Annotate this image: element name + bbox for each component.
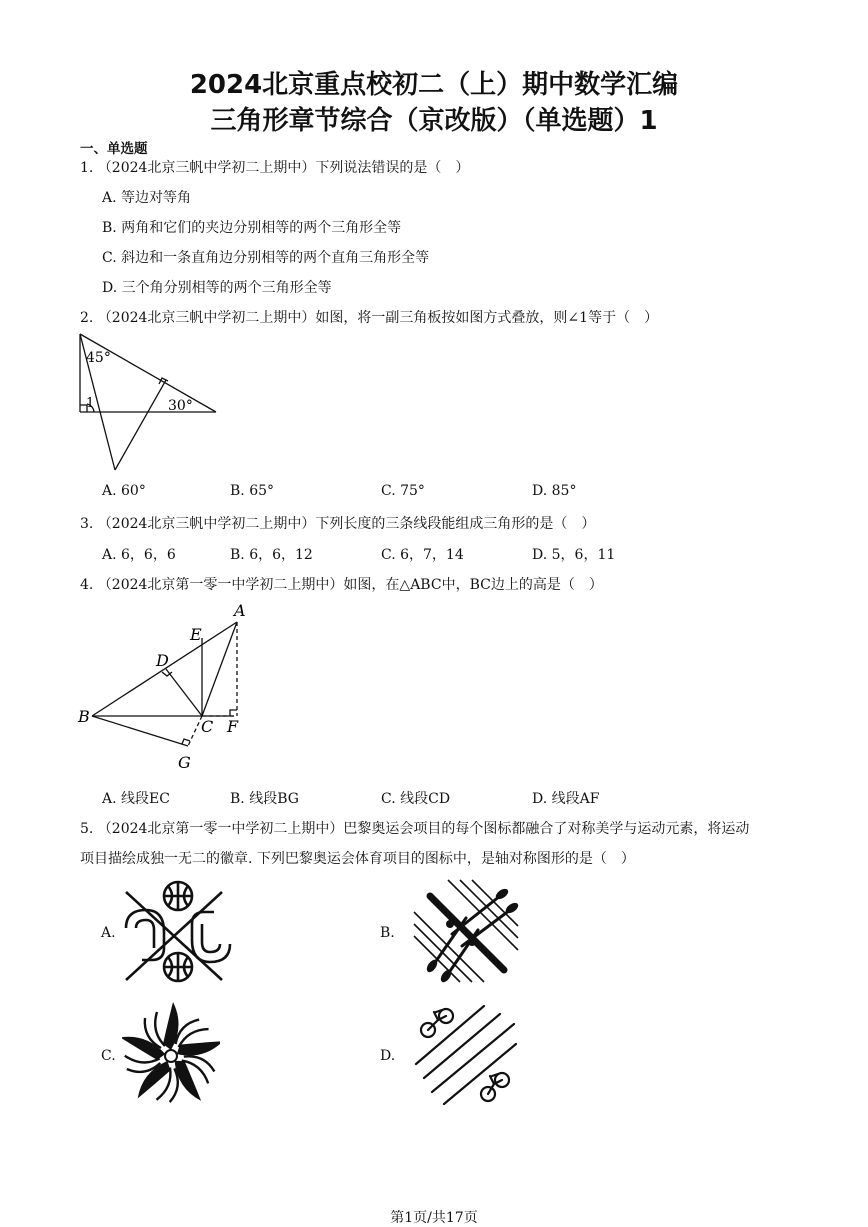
- page-title-line1: 2024北京重点校初二（上）期中数学汇编: [189, 70, 679, 100]
- question-4-option-c: C. 线段CD: [381, 791, 451, 807]
- point-g-label: G: [178, 753, 191, 772]
- point-a-label: A: [234, 601, 246, 620]
- point-f-label: F: [227, 717, 239, 736]
- angle-1-label: 1: [86, 396, 95, 411]
- question-4-option-b: B. 线段BG: [230, 791, 299, 807]
- question-5-option-c-label: C.: [101, 1048, 116, 1064]
- question-4-stem: 4. （2024北京第一零一中学初二上期中）如图，在△ABC中，BC边上的高是（ ）: [80, 577, 603, 593]
- question-4-option-d: D. 线段AF: [532, 791, 600, 807]
- question-2-stem: 2. （2024北京三帆中学初二上期中）如图，将一副三角板按如图方式叠放，则∠1等于（ ）: [80, 310, 659, 326]
- question-5-stem-line2: 项目描绘成独一无二的徽章. 下列巴黎奥运会体育项目的图标中，是轴对称图形的是（ ）: [80, 851, 635, 867]
- question-2-option-a: A. 60°: [102, 483, 146, 499]
- question-3-stem: 3. （2024北京三帆中学初二上期中）下列长度的三条线段能组成三角形的是（ ）: [80, 516, 596, 532]
- question-1-option-d: D. 三个角分别相等的两个三角形全等: [102, 280, 332, 296]
- question-2-option-d: D. 85°: [532, 483, 577, 499]
- question-1-option-a: A. 等边对等角: [102, 190, 192, 206]
- question-2-option-b: B. 65°: [230, 483, 275, 499]
- pinwheel-icon: [122, 1000, 220, 1112]
- basketball-icon: [118, 876, 238, 988]
- question-5-option-b-label: B.: [380, 925, 395, 941]
- question-3-option-c: C. 6，7，14: [381, 547, 464, 563]
- angle-45-label: 45°: [86, 350, 111, 366]
- question-5-stem-line1: 5. （2024北京第一零一中学初二上期中）巴黎奥运会项目的每个图标都融合了对称美学与运动元素，将运动: [80, 821, 750, 837]
- cycling-icon: [410, 1002, 520, 1110]
- question-1-option-c: C. 斜边和一条直角边分别相等的两个直角三角形全等: [102, 250, 430, 266]
- question-2-option-c: C. 75°: [381, 483, 425, 499]
- question-1-option-b: B. 两角和它们的夹边分别相等的两个三角形全等: [102, 220, 402, 236]
- question-2-figure: [70, 328, 230, 478]
- page-title-line2: 三角形章节综合（京改版）（单选题）1: [210, 106, 658, 136]
- question-5-option-d-label: D.: [380, 1048, 396, 1064]
- question-4-option-a: A. 线段EC: [102, 791, 170, 807]
- angle-30-label: 30°: [168, 398, 193, 414]
- point-d-label: D: [156, 651, 169, 670]
- point-b-label: B: [78, 707, 90, 726]
- question-1-stem: 1. （2024北京三帆中学初二上期中）下列说法错误的是（ ）: [80, 160, 470, 176]
- page-footer: 第1页/共17页: [390, 1210, 478, 1226]
- question-3-option-d: D. 5，6，11: [532, 547, 616, 563]
- question-3-option-a: A. 6，6，6: [102, 547, 176, 563]
- rowing-icon: [410, 876, 522, 988]
- point-c-label: C: [201, 717, 214, 736]
- question-3-option-b: B. 6，6，12: [230, 547, 313, 563]
- question-5-option-a-label: A.: [101, 925, 116, 941]
- question-4-figure: [74, 598, 264, 776]
- section-heading: 一、单选题: [80, 141, 148, 157]
- point-e-label: E: [190, 625, 202, 644]
